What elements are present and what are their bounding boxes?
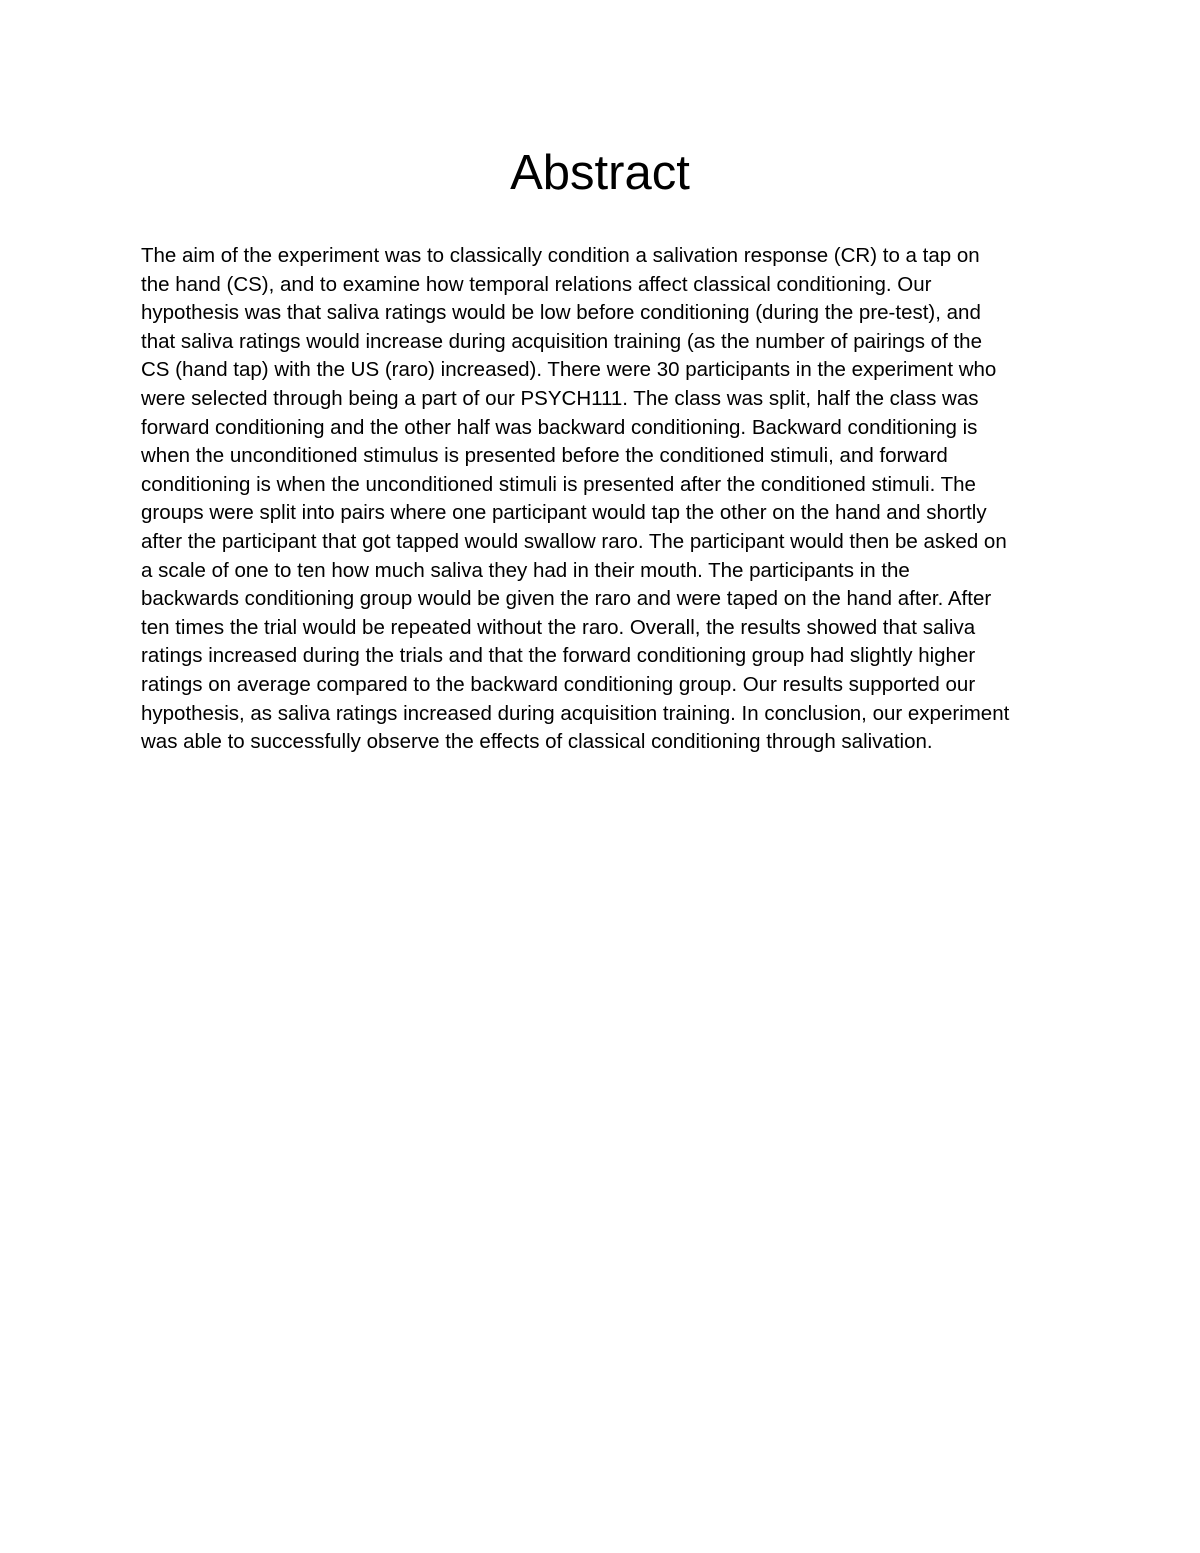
text-line: hypothesis was that saliva ratings would be low before conditioning (during the pre-test), and — [141, 301, 981, 325]
abstract-paragraph — [141, 242, 1081, 757]
text-line: when the unconditioned stimulus is presented before the conditioned stimuli, and forward — [141, 444, 948, 468]
text-line: was able to successfully observe the effects of classical conditioning through salivation. — [141, 730, 933, 754]
text-line: the hand (CS), and to examine how temporal relations affect classical conditioning. Our — [141, 272, 932, 296]
text-line: were selected through being a part of our PSYCH111. The class was split, half the class was — [141, 386, 979, 410]
text-line: hypothesis, as saliva ratings increased during acquisition training. In conclusion, our experiment — [141, 701, 1010, 725]
text-line: ratings on average compared to the backward conditioning group. Our results supported our — [141, 672, 976, 696]
text-line: The aim of the experiment was to classically condition a salivation response (CR) to a tap on — [141, 244, 980, 267]
text-line: backwards conditioning group would be given the raro and were taped on the hand after. After — [141, 587, 992, 611]
page-title: Abstract — [510, 146, 690, 200]
text-line: after the participant that got tapped would swallow raro. The participant would then be asked on — [141, 529, 1007, 553]
text-line: that saliva ratings would increase during acquisition training (as the number of pairings of the — [141, 329, 982, 353]
text-line: groups were split into pairs where one participant would tap the other on the hand and shortly — [141, 501, 987, 525]
text-line: CS (hand tap) with the US (raro) increased). There were 30 participants in the experiment who — [141, 358, 997, 382]
text-line: ten times the trial would be repeated without the raro. Overall, the results showed that saliva — [141, 615, 976, 639]
text-line: ratings increased during the trials and that the forward conditioning group had slightly higher — [141, 644, 976, 668]
text-line: forward conditioning and the other half was backward conditioning. Backward conditioning is — [141, 415, 978, 439]
text-line: conditioning is when the unconditioned stimuli is presented after the conditioned stimuli. The — [141, 472, 976, 496]
text-line: a scale of one to ten how much saliva they had in their mouth. The participants in the — [141, 558, 910, 582]
